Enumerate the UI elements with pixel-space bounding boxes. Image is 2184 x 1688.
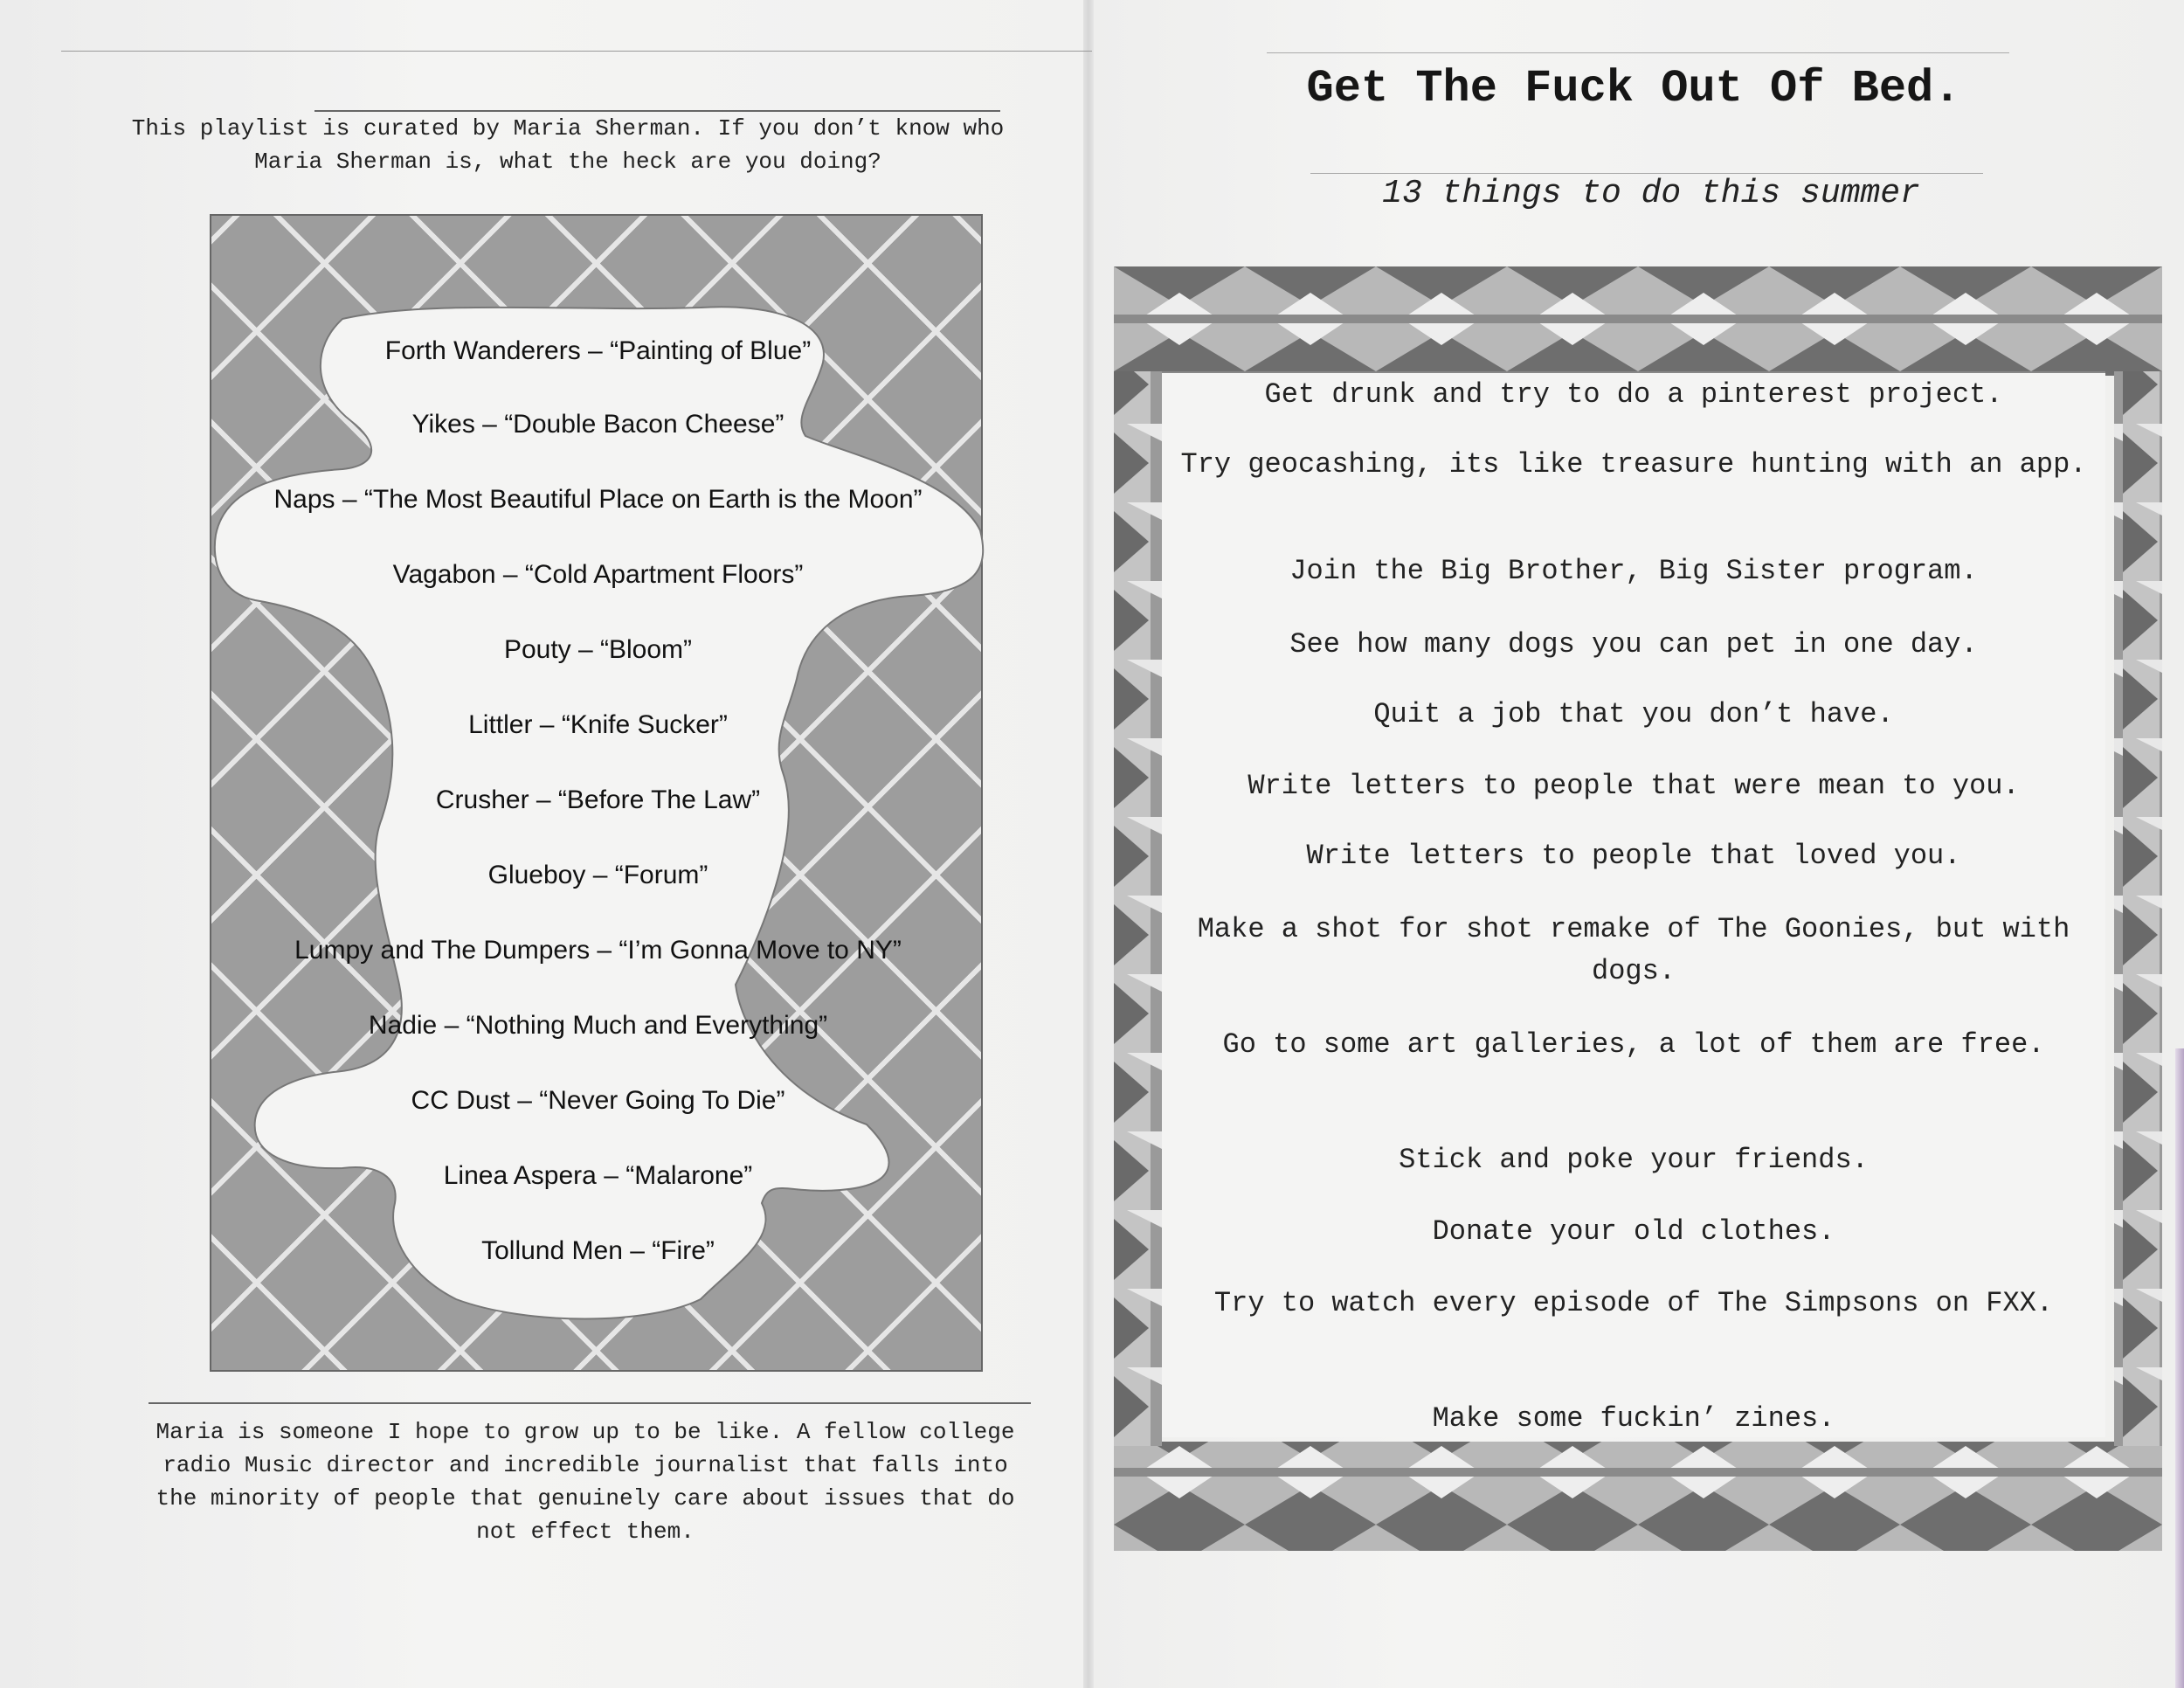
playlist-intro: This playlist is curated by Maria Sherman. If you don’t know who Maria Sherman is, what the heck are you doing? [131, 115, 1005, 175]
todo-item: Make some fuckin’ zines. [1432, 1402, 1835, 1435]
todo-item: Stick and poke your friends. [1399, 1144, 1869, 1176]
todo-item: Donate your old clothes. [1432, 1215, 1835, 1248]
playlist-song: CC Dust – “Never Going To Die” [411, 1086, 785, 1115]
todo-item: Try geocashing, its like treasure hunting with an app. [1180, 448, 2087, 481]
playlist-song: Vagabon – “Cold Apartment Floors” [392, 560, 804, 589]
subtitle-rule [1310, 173, 1983, 174]
outro-rule [149, 1402, 1031, 1404]
todo-panel [1162, 371, 2105, 1437]
todo-item: Join the Big Brother, Big Sister program. [1289, 555, 1978, 587]
todo-item: Get drunk and try to do a pinterest project. [1264, 378, 2003, 411]
playlist-song: Linea Aspera – “Malarone” [443, 1161, 753, 1190]
todo-item: Write letters to people that were mean to you. [1248, 770, 2020, 802]
todo-item: Make a shot for shot remake of The Goonies, but with dogs. [1197, 913, 2070, 987]
playlist-song: Forth Wanderers – “Painting of Blue” [384, 336, 812, 365]
playlist-song: Pouty – “Bloom” [503, 635, 693, 664]
playlist-song: Yikes – “Double Bacon Cheese” [411, 410, 784, 439]
playlist-song: Littler – “Knife Sucker” [468, 710, 728, 739]
todo-item: Try to watch every episode of The Simpsons on FXX. [1213, 1287, 2054, 1319]
playlist-song: Nadie – “Nothing Much and Everything” [368, 1011, 828, 1040]
playlist-song: Glueboy – “Forum” [487, 861, 708, 889]
page-title: Get The Fuck Out Of Bed. [1306, 63, 1961, 114]
todo-item: Write letters to people that loved you. [1306, 840, 1961, 872]
page-subtitle: 13 things to do this summer [1382, 175, 1920, 212]
playlist-song: Crusher – “Before The Law” [435, 785, 761, 814]
playlist-song: Lumpy and The Dumpers – “I’m Gonna Move to NY” [294, 936, 902, 965]
todo-item: See how many dogs you can pet in one day. [1289, 628, 1978, 661]
cover-edge [2175, 1048, 2184, 1688]
todo-item: Quit a job that you don’t have. [1373, 698, 1894, 730]
playlist-box [210, 214, 983, 1372]
playlist-song: Tollund Men – “Fire” [481, 1236, 715, 1265]
playlist-song: Naps – “The Most Beautiful Place on Earth is the Moon” [273, 485, 923, 514]
title-top-rule [1267, 52, 2009, 53]
todo-item: Go to some art galleries, a lot of them are free. [1222, 1028, 2045, 1061]
book-spine [1083, 0, 1094, 1688]
playlist-outro: Maria is someone I hope to grow up to be like. A fellow college radio Music director and incredible journalist that falls into the minority of people that genuinely care about issues that do not effect them. [156, 1419, 1015, 1545]
top-rule [61, 51, 1092, 52]
